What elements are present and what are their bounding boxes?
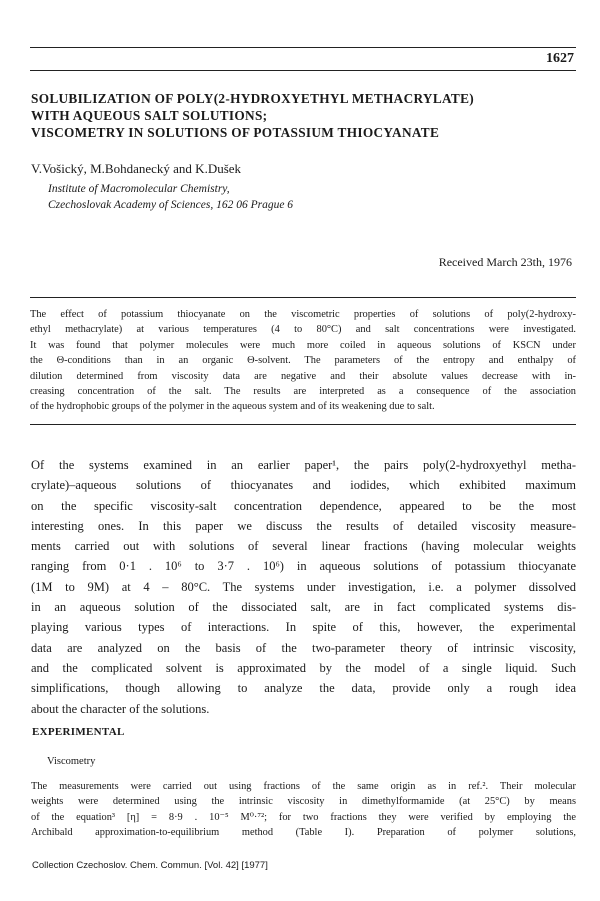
header-rule-bottom (30, 70, 576, 71)
abstract-line: dilution determined from viscosity data are negative and their absolute values decrease with in- (30, 370, 576, 382)
section-heading: EXPERIMENTAL (32, 726, 125, 738)
received-date: Received March 23th, 1976 (438, 255, 572, 269)
experimental-paragraph (31, 779, 576, 841)
title-line: VISCOMETRY IN SOLUTIONS OF POTASSIUM THIOCYANATE (31, 125, 440, 140)
experimental-line: of the equation³ [η] = 8·9 . 10⁻⁵ M⁰·⁷²; for two fractions they were verified by employing the (31, 811, 576, 823)
body-line: data are analyzed on the basis of the two-parameter theory of intrinsic viscosity, (31, 640, 576, 655)
page-number: 1627 (546, 51, 574, 66)
abstract-rule-top (30, 297, 576, 298)
authors: V.Vošický, M.Bohdanecký and K.Dušek (31, 161, 242, 176)
abstract-line: ethyl methacrylate) at various temperatures (4 to 80°C) and salt concentrations were investigated. (30, 324, 576, 336)
experimental-line: Archibald approximation-to-equilibrium method (Table I). Preparation of polymer solutions, (31, 827, 576, 839)
title-line: SOLUBILIZATION OF POLY(2-HYDROXYETHYL METHACRYLATE) (31, 91, 474, 106)
abstract-rule-bottom (30, 424, 576, 425)
header-rule-top (30, 47, 576, 48)
abstract-line: the Θ-conditions than in an organic Θ-solvent. The parameters of the entropy and enthalpy of (30, 355, 576, 367)
subsection-heading: Viscometry (47, 756, 96, 767)
abstract (30, 307, 576, 415)
article-title (31, 90, 576, 141)
body-line: interesting ones. In this paper we discuss the results of detailed viscosity measure- (31, 518, 576, 533)
abstract-line: It was found that polymer molecules were much more coiled in aqueous solutions of KSCN under (30, 339, 576, 351)
journal-footer: Collection Czechoslov. Chem. Commun. [Vol. 42] [1977] (32, 860, 268, 871)
title-line: WITH AQUEOUS SALT SOLUTIONS; (31, 108, 268, 123)
body-line: about the character of the solutions. (31, 701, 210, 716)
affiliation-line: Institute of Macromolecular Chemistry, (48, 183, 230, 195)
body-line: (1M to 9M) at 4 – 80°C. The systems under investigation, i.e. a polymer dissolved (31, 579, 576, 594)
abstract-line: The effect of potassium thiocyanate on the viscometric properties of solutions of poly(2-hydroxy- (30, 309, 576, 320)
body-line: crylate)–aqueous solutions of thiocyanates and iodides, which exhibited maximum (31, 478, 576, 493)
body-line: in an aqueous solution of the dissociated salt, are in fact complicated systems dis- (31, 600, 576, 615)
body-line: playing various types of interactions. In spite of this, however, the experimental (31, 620, 576, 635)
body-line: simplifications, though allowing to analyze the data, provide only a rough idea (31, 681, 576, 696)
experimental-line: weights were determined using the intrinsic viscosity in dimethylformamide (at 25°C) by means (31, 796, 576, 808)
experimental-line: The measurements were carried out using fractions of the same origin as in ref.². Their molecular (31, 781, 576, 792)
body-line: Of the systems examined in an earlier paper¹, the pairs poly(2-hydroxyethyl metha- (31, 458, 576, 472)
affiliation-line: Czechoslovak Academy of Sciences, 162 06 Prague 6 (48, 199, 294, 211)
abstract-line: creasing concentration of the salt. The results are interpreted as a consequence of the association (30, 386, 576, 398)
body-paragraph (31, 455, 576, 719)
body-line: ments carried out with solutions of several linear fractions (having molecular weights (31, 539, 576, 554)
abstract-line: of the hydrophobic groups of the polymer in the aqueous system and of its weakening due to salt. (30, 401, 435, 413)
body-line: on the specific viscosity-salt concentration dependence, appeared to be the most (31, 498, 576, 513)
affiliation (48, 181, 293, 213)
body-line: ranging from 0·1 . 10⁶ to 3·7 . 10⁶) in aqueous solutions of potassium thiocyanate (31, 559, 576, 574)
body-line: and the complicated solvent is approximated by the model of a single liquid. Such (31, 660, 576, 675)
